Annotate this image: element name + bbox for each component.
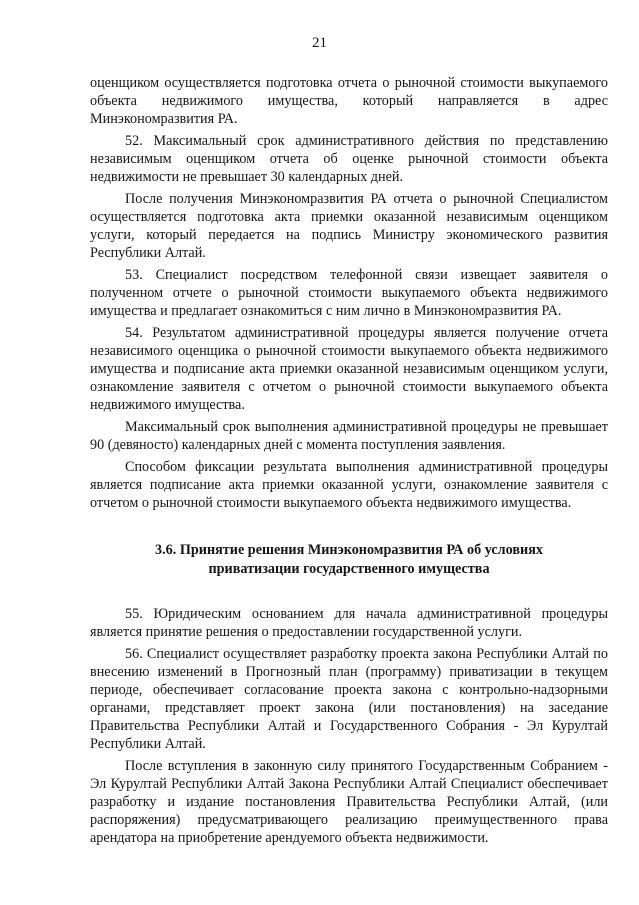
paragraph-56: 56. Специалист осуществляет разработку проекта закона Республики Алтай по внесению изменений в Прогнозный план (программу) приватизации в текущем периоде, обеспечивает согласование проекта закона с контрольно-надзорными органами, представляет проект закона (или постановления) на заседание Правительства Республики Алтай и Государственного Собрания - Эл Курултай Республики Алтай.	[90, 646, 608, 752]
paragraph-fixation: Способом фиксации результата выполнения административной процедуры является подписание акта приемки оказанной услуги, ознакомление заявителя с отчетом о рыночной стоимости выкупаемого объекта недвижимого имущества.	[90, 459, 608, 511]
paragraph-52: 52. Максимальный срок административного действия по представлению независимым оценщиком отчета об оценке рыночной стоимости объекта недвижимости не превышает 30 календарных дней.	[90, 133, 608, 185]
paragraph-after-law: После вступления в законную силу принятого Государственным Собранием - Эл Курултай Республики Алтай Закона Республики Алтай Специалист обеспечивает разработку и издание постановления Правительства Республики Алтай, (или распоряжения) предусматривающего реализацию преимущественного права арендатора на приобретение арендуемого объекта недвижимости.	[90, 758, 608, 846]
paragraph-53: 53. Специалист посредством телефонной связи извещает заявителя о полученном отчете о рыночной стоимости выкупаемого объекта недвижимого имущества и предлагает ознакомиться с ним лично в Минэкономразвития РА.	[90, 267, 608, 319]
document-body	[90, 74, 608, 851]
paragraph-55: 55. Юридическим основанием для начала административной процедуры является принятие решения о предоставлении государственной услуги.	[90, 606, 608, 640]
paragraph-after-report: После получения Минэкономразвития РА отчета о рыночной Специалистом осуществляется подготовка акта приемки оказанной независимым оценщиком услуги, который передается на подпись Министру экономического развития Республики Алтай.	[90, 191, 608, 261]
paragraph-continuation: оценщиком осуществляется подготовка отчета о рыночной стоимости выкупаемого объекта недвижимого имущества, который направляется в адрес Минэкономразвития РА.	[90, 75, 608, 127]
section-heading-line-1: 3.6. Принятие решения Минэкономразвития РА об условиях	[155, 542, 543, 558]
paragraph-54: 54. Результатом административной процедуры является получение отчета независимого оценщика о рыночной стоимости выкупаемого объекта недвижимого имущества и подписание акта приемки оказанной независимым оценщиком услуги, ознакомление заявителя с отчетом о рыночной стоимости выкупаемого объекта недвижимого имущества.	[90, 325, 608, 413]
page-number: 21	[312, 35, 327, 51]
section-heading-line-2: приватизации государственного имущества	[208, 561, 490, 577]
section-heading	[90, 541, 608, 579]
paragraph-max-term: Максимальный срок выполнения административной процедуры не превышает 90 (девяносто) календарных дней с момента поступления заявления.	[90, 419, 608, 453]
